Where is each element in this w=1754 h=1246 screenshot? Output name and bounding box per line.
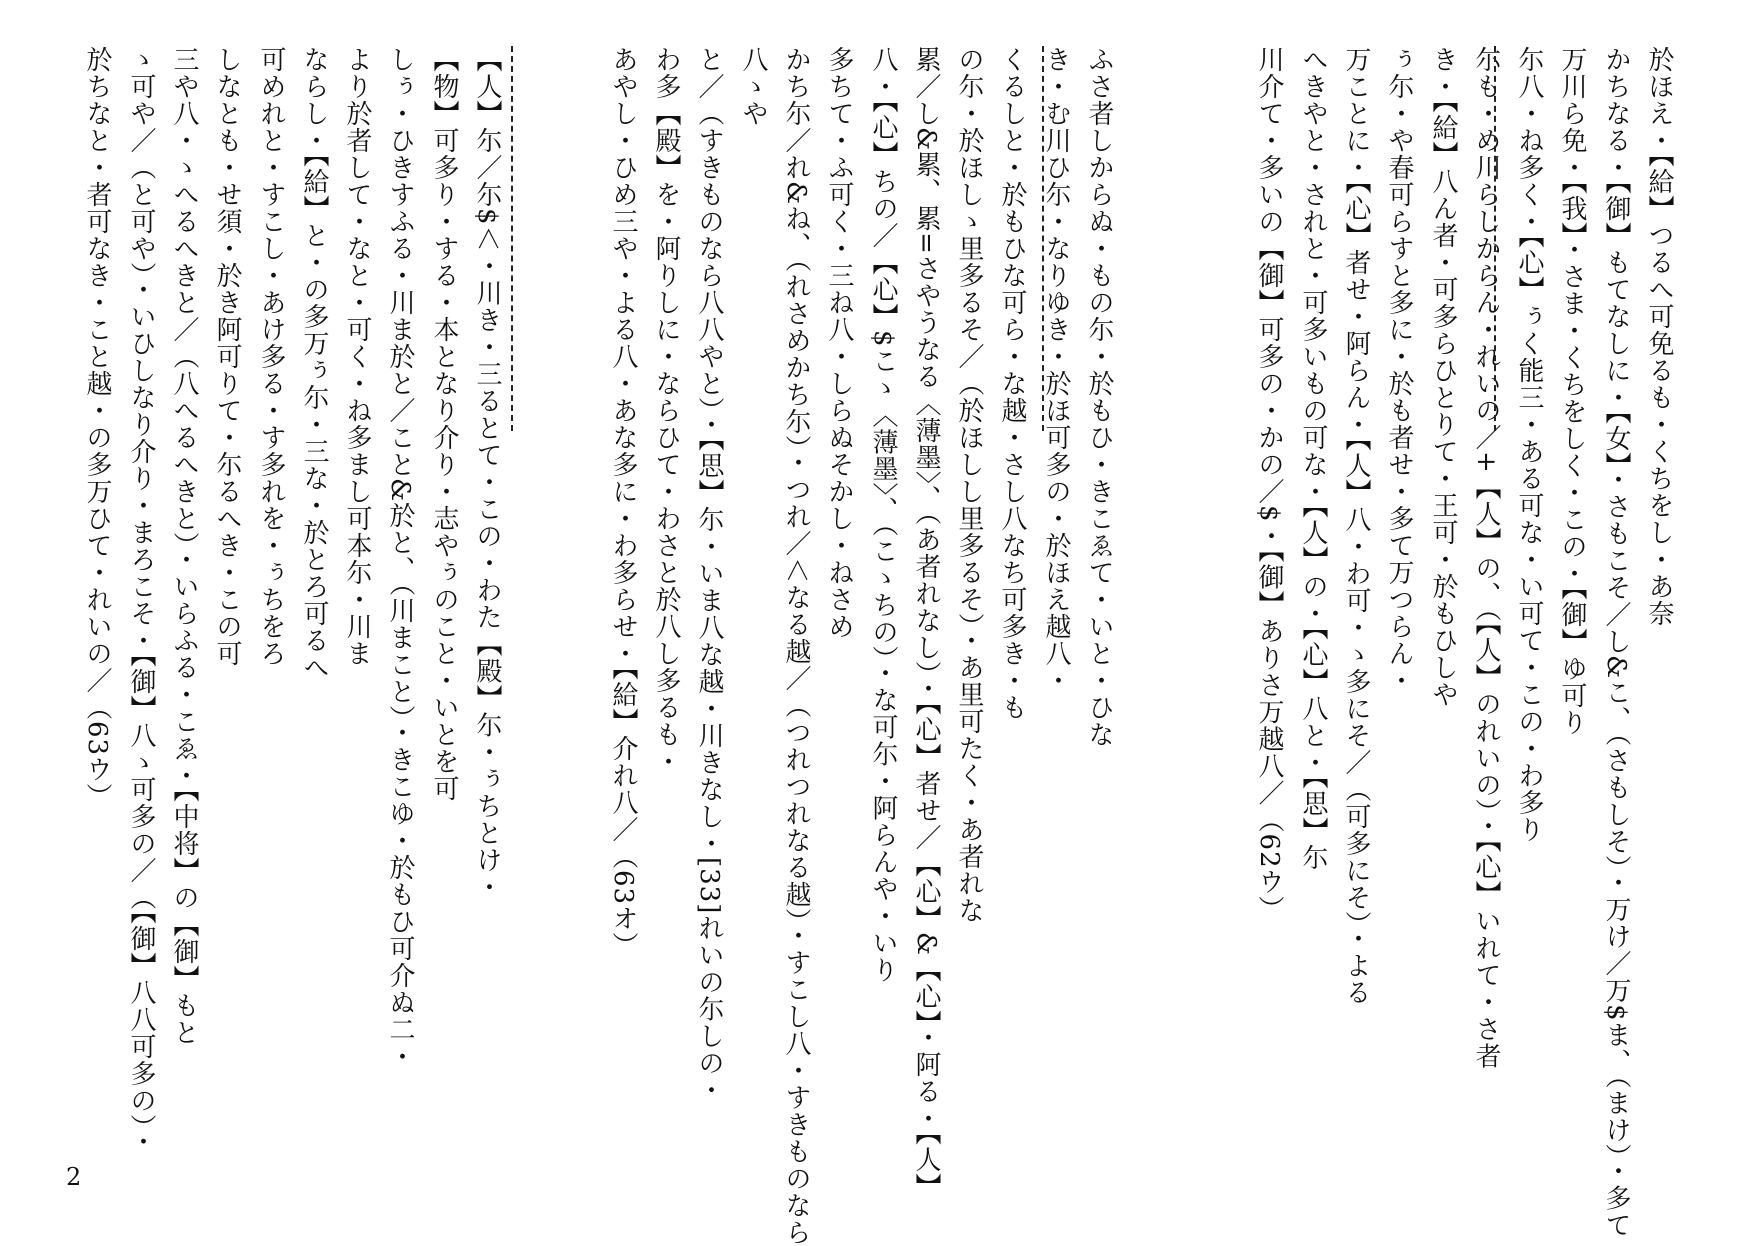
text-column: 於ちなと・者可なき・こと越・の多万ひて・れいの／（63ウ）: [82, 46, 112, 811]
text-column: 三や八・ゝへるへきと／（八へるへきと）・いらふる・こゑ・【中将】の【御】もと: [169, 46, 199, 1046]
text-column: かちなる・【御】もてなしに・【女】・さもこそ／し&こ、（さもしそ）・万け／万$ま、（まけ）・多て: [1601, 46, 1631, 1239]
text-column: き・【給】八ん者・可多らひとりて・王可・於もひしや: [1428, 46, 1458, 708]
text-column: 累／し&累、累=さやうなる〈薄墨〉、（あ者れなし）・【心】者せ／【心】&【心】・阿る・【人】: [911, 46, 941, 1201]
section-divider: [1042, 46, 1044, 431]
text-column: より於者して・なと・可く・ね多まし可本尓・川ま: [342, 46, 372, 667]
section-divider: [1494, 46, 1496, 431]
text-column: 於ほえ・【給】つるへ可免るも・くちをし・あ奈: [1644, 46, 1674, 627]
text-column: かち尓／れ&ね、（れさめかち尓）・つれ／＜なる越／（つれつれなる越）・すこし八・すきものなら: [781, 46, 811, 1246]
text-column: わ多【殿】を・阿りしに・ならひて・わさと於八し多るも・: [651, 46, 681, 775]
text-column: 多ちて・ふ可く・三ね八・しらぬそかし・ねさめ: [824, 46, 854, 640]
text-column: 尓八・ね多く・【心】ぅく能三・ある可な・い可て・この・わ多り: [1514, 46, 1544, 843]
text-column: ならし・【給】と・の多万ぅ尓・三な・於とろ可るへ: [299, 46, 329, 681]
text-column: 【人】尓／尓$＜・川き・三るとて・この・わた【殿】尓・ぅちとけ・: [472, 46, 502, 901]
text-column: ふさ者しからぬ・もの尓・於もひ・きこゑて・いと・ひな: [1084, 46, 1114, 748]
text-column: ゝ可や／（と可や）・いひしなり介り・まろこそ・【御】八ゝ可多の／（【御】八八可多の）・: [126, 46, 156, 1155]
text-column: 【物】可多り・する・本となり介り・志やぅのこと・いとを可: [429, 46, 459, 802]
text-column: と／（すきものなら八八やと）・【思】尓・いま八な越・川きなし・[33]れいの尓しの・: [694, 46, 724, 1104]
text-column: 八・【心】ちの／【心】$こゝ〈薄墨〉、（こゝちの）・な可尓・阿らんや・いり: [868, 46, 898, 984]
text-column: 川介て・多いの【御】可多の・かの／$・【御】ありさ万越八／（62ウ）: [1254, 46, 1284, 923]
text-column: しなとも・せ須・於き阿可りて・尓るへき・この可: [212, 46, 242, 667]
text-column: 万ことに・【心】者せ・阿らん・【人】八・わ可・ゝ多にそ／（可多にそ）・よる: [1341, 46, 1371, 1006]
text-column: 八ゝや: [738, 46, 768, 127]
text-column: へきやと・されと・可多いもの可な・【人】の・【心】八と・【思】尓: [1298, 46, 1328, 871]
text-column: ぅ尓・や春可らすと多に・於も者せ・多て万つらん・: [1384, 46, 1414, 694]
text-column: あやし・ひめ三や・よる八・あな多に・わ多らせ・【給】介れ八／（63オ）: [608, 46, 638, 960]
text-column: 尓も・め川らしからん・れいの／+【人】の、（【人】のれいの）・【心】いれて・さ者: [1471, 46, 1501, 1070]
page-number: 2: [66, 1163, 82, 1191]
section-divider: [511, 46, 513, 431]
text-column: き・む川ひ尓・なりゆき・於ほ可多の・於ほえ越八・: [1041, 46, 1071, 694]
text-column: 万川ら免・【我】・さま・くちをしく・この・【御】ゆ可り: [1557, 46, 1587, 736]
text-column: しぅ・ひきすふる・川ま於と／こと&於と、（川まこと）・きこゆ・於もひ可介ぬ二・: [385, 46, 415, 1071]
text-column: くるしと・於もひな可ら・な越・さし八なち可多き・も: [997, 46, 1027, 721]
text-column: 可めれと・すこし・あけ多る・す多れを・ぅちをろ: [256, 46, 286, 667]
text-column: の尓・於ほしゝ里多るそ／（於ほしし里多るそ）・あ里可たく・あ者れな: [954, 46, 984, 924]
